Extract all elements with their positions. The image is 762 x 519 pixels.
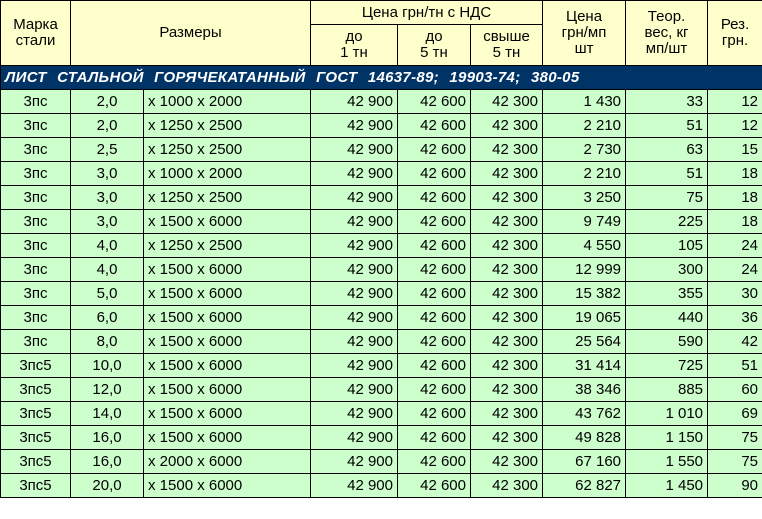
cell-price-per-mp: 4 550	[543, 234, 626, 258]
cell-weight: 1 550	[626, 450, 708, 474]
cell-weight: 355	[626, 282, 708, 306]
cell-price-over5: 42 300	[471, 426, 543, 450]
cell-thickness: 20,0	[71, 474, 144, 498]
cell-weight: 33	[626, 90, 708, 114]
cell-cut: 60	[708, 378, 762, 402]
header-grade-label: Марка стали	[13, 16, 58, 49]
cell-price-per-mp: 62 827	[543, 474, 626, 498]
cell-size: х 1250 х 2500	[144, 114, 311, 138]
cell-size: х 1000 х 2000	[144, 162, 311, 186]
cell-price-per-mp: 12 999	[543, 258, 626, 282]
cell-price-over5: 42 300	[471, 138, 543, 162]
cell-price-per-mp: 67 160	[543, 450, 626, 474]
cell-cut: 30	[708, 282, 762, 306]
section-title: ЛИСТ СТАЛЬНОЙ ГОРЯЧЕКАТАННЫЙ ГОСТ 14637-89; 19903-74; 380-05	[1, 66, 762, 90]
cell-price-over5: 42 300	[471, 450, 543, 474]
cell-thickness: 3,0	[71, 162, 144, 186]
table-row	[1, 378, 762, 402]
cell-grade: 3пс	[1, 210, 71, 234]
cell-price-over5: 42 300	[471, 402, 543, 426]
cell-cut: 18	[708, 210, 762, 234]
cell-price-over5: 42 300	[471, 234, 543, 258]
cell-thickness: 6,0	[71, 306, 144, 330]
cell-price-over5: 42 300	[471, 210, 543, 234]
cell-price-per-mp: 9 749	[543, 210, 626, 234]
table-row	[1, 450, 762, 474]
cell-thickness: 10,0	[71, 354, 144, 378]
cell-cut: 12	[708, 114, 762, 138]
cell-price-per-mp: 31 414	[543, 354, 626, 378]
cell-cut: 75	[708, 426, 762, 450]
cell-price-to1: 42 900	[311, 138, 398, 162]
cell-price-to1: 42 900	[311, 426, 398, 450]
cell-size: х 1500 х 6000	[144, 258, 311, 282]
cell-thickness: 8,0	[71, 330, 144, 354]
header-price-to1	[311, 25, 398, 66]
cell-thickness: 3,0	[71, 186, 144, 210]
cell-price-to1: 42 900	[311, 114, 398, 138]
section-row	[1, 66, 762, 90]
table-row	[1, 138, 762, 162]
cell-price-to1: 42 900	[311, 450, 398, 474]
cell-thickness: 2,0	[71, 90, 144, 114]
cell-cut: 12	[708, 90, 762, 114]
cell-weight: 1 450	[626, 474, 708, 498]
cell-cut: 75	[708, 450, 762, 474]
cell-weight: 300	[626, 258, 708, 282]
table-row	[1, 306, 762, 330]
cell-thickness: 4,0	[71, 258, 144, 282]
cell-price-to1: 42 900	[311, 234, 398, 258]
cell-price-to5: 42 600	[398, 210, 471, 234]
cell-price-to1: 42 900	[311, 90, 398, 114]
cell-price-over5: 42 300	[471, 282, 543, 306]
cell-size: х 1500 х 6000	[144, 426, 311, 450]
cell-price-per-mp: 2 210	[543, 162, 626, 186]
cell-grade: 3пс	[1, 90, 71, 114]
header-price-to5-label: до 5 тн	[420, 28, 448, 61]
cell-price-to1: 42 900	[311, 306, 398, 330]
cell-price-to5: 42 600	[398, 306, 471, 330]
cell-thickness: 2,0	[71, 114, 144, 138]
cell-price-to1: 42 900	[311, 330, 398, 354]
table-row	[1, 90, 762, 114]
cell-size: х 1000 х 2000	[144, 90, 311, 114]
cell-grade: 3пс	[1, 162, 71, 186]
cell-weight: 225	[626, 210, 708, 234]
cell-price-over5: 42 300	[471, 378, 543, 402]
cell-cut: 42	[708, 330, 762, 354]
cell-grade: 3пс5	[1, 474, 71, 498]
cell-price-to5: 42 600	[398, 282, 471, 306]
cell-price-over5: 42 300	[471, 330, 543, 354]
table-row	[1, 114, 762, 138]
table-row	[1, 330, 762, 354]
cell-size: х 1250 х 2500	[144, 138, 311, 162]
cell-price-to1: 42 900	[311, 210, 398, 234]
table-body	[1, 66, 762, 498]
cell-price-to1: 42 900	[311, 378, 398, 402]
cell-cut: 51	[708, 354, 762, 378]
header-price-over5	[471, 25, 543, 66]
cell-size: х 1500 х 6000	[144, 330, 311, 354]
header-price-group-label: Цена грн/тн с НДС	[361, 3, 492, 21]
cell-price-to5: 42 600	[398, 450, 471, 474]
cell-thickness: 5,0	[71, 282, 144, 306]
table-row	[1, 282, 762, 306]
cell-price-per-mp: 49 828	[543, 426, 626, 450]
cell-price-to5: 42 600	[398, 90, 471, 114]
table-row	[1, 474, 762, 498]
table-header	[1, 1, 762, 66]
cell-price-per-mp: 25 564	[543, 330, 626, 354]
cell-price-over5: 42 300	[471, 474, 543, 498]
cell-price-to1: 42 900	[311, 282, 398, 306]
cell-price-over5: 42 300	[471, 186, 543, 210]
cell-cut: 24	[708, 258, 762, 282]
cell-cut: 69	[708, 402, 762, 426]
cell-price-per-mp: 2 730	[543, 138, 626, 162]
cell-price-to1: 42 900	[311, 186, 398, 210]
header-price-to5	[398, 25, 471, 66]
cell-price-to5: 42 600	[398, 162, 471, 186]
cell-grade: 3пс	[1, 306, 71, 330]
cell-price-to1: 42 900	[311, 402, 398, 426]
cell-cut: 18	[708, 162, 762, 186]
cell-size: х 1500 х 6000	[144, 354, 311, 378]
cell-price-to5: 42 600	[398, 354, 471, 378]
header-weight	[626, 1, 708, 66]
cell-size: х 1500 х 6000	[144, 378, 311, 402]
cell-price-to5: 42 600	[398, 114, 471, 138]
cell-price-to5: 42 600	[398, 426, 471, 450]
cell-price-to5: 42 600	[398, 138, 471, 162]
cell-price-per-mp: 38 346	[543, 378, 626, 402]
header-price-group	[311, 1, 543, 25]
cell-grade: 3пс	[1, 186, 71, 210]
header-price-per-mp	[543, 1, 626, 66]
cell-weight: 590	[626, 330, 708, 354]
table-row	[1, 258, 762, 282]
cell-weight: 63	[626, 138, 708, 162]
cell-price-over5: 42 300	[471, 162, 543, 186]
cell-price-per-mp: 1 430	[543, 90, 626, 114]
cell-weight: 440	[626, 306, 708, 330]
cell-grade: 3пс	[1, 282, 71, 306]
cell-cut: 15	[708, 138, 762, 162]
table-row	[1, 210, 762, 234]
cell-price-to5: 42 600	[398, 402, 471, 426]
header-price-to1-label: до 1 тн	[340, 28, 368, 61]
table-row	[1, 354, 762, 378]
cell-price-to1: 42 900	[311, 162, 398, 186]
cell-price-to5: 42 600	[398, 234, 471, 258]
table-row	[1, 426, 762, 450]
cell-price-to5: 42 600	[398, 474, 471, 498]
header-cut-label: Рез. грн.	[720, 16, 750, 49]
cell-thickness: 4,0	[71, 234, 144, 258]
cell-size: х 1500 х 6000	[144, 210, 311, 234]
cell-price-to1: 42 900	[311, 354, 398, 378]
cell-thickness: 16,0	[71, 426, 144, 450]
table-row	[1, 186, 762, 210]
cell-price-over5: 42 300	[471, 90, 543, 114]
cell-price-per-mp: 2 210	[543, 114, 626, 138]
cell-grade: 3пс	[1, 234, 71, 258]
cell-weight: 105	[626, 234, 708, 258]
cell-thickness: 2,5	[71, 138, 144, 162]
cell-thickness: 3,0	[71, 210, 144, 234]
header-sizes-label: Размеры	[159, 24, 222, 41]
cell-thickness: 14,0	[71, 402, 144, 426]
cell-grade: 3пс5	[1, 426, 71, 450]
cell-grade: 3пс5	[1, 354, 71, 378]
header-weight-label: Теор. вес, кг мп/шт	[644, 8, 689, 57]
table-row	[1, 234, 762, 258]
cell-weight: 1 010	[626, 402, 708, 426]
cell-thickness: 12,0	[71, 378, 144, 402]
cell-size: х 1500 х 6000	[144, 282, 311, 306]
cell-grade: 3пс5	[1, 450, 71, 474]
cell-size: х 2000 х 6000	[144, 450, 311, 474]
cell-size: х 1250 х 2500	[144, 186, 311, 210]
cell-price-to5: 42 600	[398, 330, 471, 354]
cell-weight: 51	[626, 114, 708, 138]
cell-cut: 24	[708, 234, 762, 258]
cell-price-per-mp: 43 762	[543, 402, 626, 426]
cell-cut: 18	[708, 186, 762, 210]
cell-price-per-mp: 19 065	[543, 306, 626, 330]
cell-price-per-mp: 3 250	[543, 186, 626, 210]
cell-thickness: 16,0	[71, 450, 144, 474]
cell-cut: 90	[708, 474, 762, 498]
header-cut	[708, 1, 762, 66]
cell-weight: 1 150	[626, 426, 708, 450]
cell-price-to5: 42 600	[398, 378, 471, 402]
cell-grade: 3пс	[1, 330, 71, 354]
cell-price-to1: 42 900	[311, 258, 398, 282]
table-row	[1, 402, 762, 426]
cell-grade: 3пс5	[1, 378, 71, 402]
header-price-per-mp-label: Цена грн/мп шт	[561, 8, 607, 57]
cell-price-to5: 42 600	[398, 258, 471, 282]
cell-price-per-mp: 15 382	[543, 282, 626, 306]
table-row	[1, 162, 762, 186]
cell-grade: 3пс5	[1, 402, 71, 426]
header-grade	[1, 1, 71, 66]
cell-price-over5: 42 300	[471, 306, 543, 330]
cell-price-to5: 42 600	[398, 186, 471, 210]
cell-size: х 1500 х 6000	[144, 474, 311, 498]
header-price-over5-label: свыше 5 тн	[483, 28, 530, 61]
cell-price-to1: 42 900	[311, 474, 398, 498]
cell-size: х 1250 х 2500	[144, 234, 311, 258]
cell-weight: 725	[626, 354, 708, 378]
header-sizes	[71, 1, 311, 66]
cell-price-over5: 42 300	[471, 114, 543, 138]
cell-size: х 1500 х 6000	[144, 402, 311, 426]
cell-grade: 3пс	[1, 138, 71, 162]
cell-weight: 75	[626, 186, 708, 210]
cell-price-over5: 42 300	[471, 258, 543, 282]
cell-grade: 3пс	[1, 258, 71, 282]
cell-cut: 36	[708, 306, 762, 330]
cell-size: х 1500 х 6000	[144, 306, 311, 330]
cell-price-over5: 42 300	[471, 354, 543, 378]
cell-grade: 3пс	[1, 114, 71, 138]
cell-weight: 51	[626, 162, 708, 186]
cell-weight: 885	[626, 378, 708, 402]
